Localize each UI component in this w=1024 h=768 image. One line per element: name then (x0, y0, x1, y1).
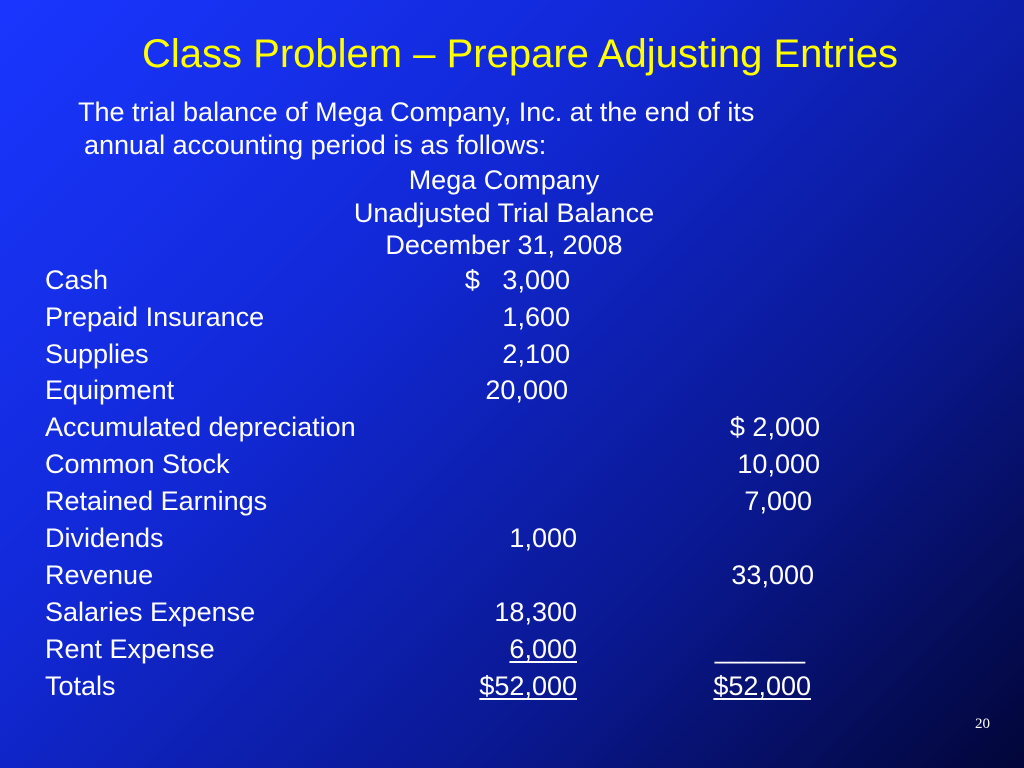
credit-amount: 10,000 (737, 449, 820, 479)
account-name: Rent Expense (45, 634, 215, 664)
statement-name: Unadjusted Trial Balance (353, 198, 655, 228)
table-row (0, 299, 1024, 336)
table-row (0, 336, 1024, 373)
table-row-totals (0, 668, 1024, 705)
account-name: Common Stock (45, 449, 230, 479)
debit-amount: 1,000 (509, 523, 577, 553)
account-name: Prepaid Insurance (45, 302, 265, 332)
table-row (0, 631, 1024, 668)
account-name: Supplies (45, 339, 149, 369)
debit-amount: 6,000 (509, 634, 577, 664)
table-row (0, 557, 1024, 594)
table-row (0, 262, 1024, 299)
debit-amount: 18,300 (494, 597, 577, 627)
table-row (0, 483, 1024, 520)
account-name: Cash (45, 265, 109, 295)
intro-line-2: annual accounting period is as follows: (84, 130, 547, 160)
slide-title: Class Problem – Prepare Adjusting Entries (142, 32, 898, 76)
credit-total: $52,000 (713, 671, 811, 701)
intro-line-1: The trial balance of Mega Company, Inc. at the end of its (78, 97, 755, 127)
debit-amount: $ 3,000 (464, 265, 570, 295)
slide-number: 20 (975, 716, 990, 732)
credit-amount: $ 2,000 (729, 412, 820, 442)
table-row (0, 372, 1024, 409)
credit-amount: 33,000 (731, 560, 814, 590)
credit-amount: ______ (714, 634, 805, 664)
table-row (0, 409, 1024, 446)
account-name: Accumulated depreciation (45, 412, 356, 442)
debit-amount: 1,600 (502, 302, 570, 332)
account-name: Retained Earnings (45, 486, 268, 516)
table-row (0, 446, 1024, 483)
statement-date: December 31, 2008 (385, 230, 623, 260)
account-name: Equipment (45, 375, 175, 405)
intro-text (78, 96, 754, 162)
account-name: Dividends (45, 523, 164, 553)
credit-amount: 7,000 (744, 486, 812, 516)
debit-amount: 2,100 (502, 339, 570, 369)
table-row (0, 594, 1024, 631)
company-name: Mega Company (408, 165, 600, 195)
debit-total: $52,000 (479, 671, 577, 701)
debit-amount: 20,000 (485, 375, 568, 405)
table-row (0, 520, 1024, 557)
account-name: Salaries Expense (45, 597, 256, 627)
account-name: Totals (45, 671, 116, 701)
account-name: Revenue (45, 560, 154, 590)
